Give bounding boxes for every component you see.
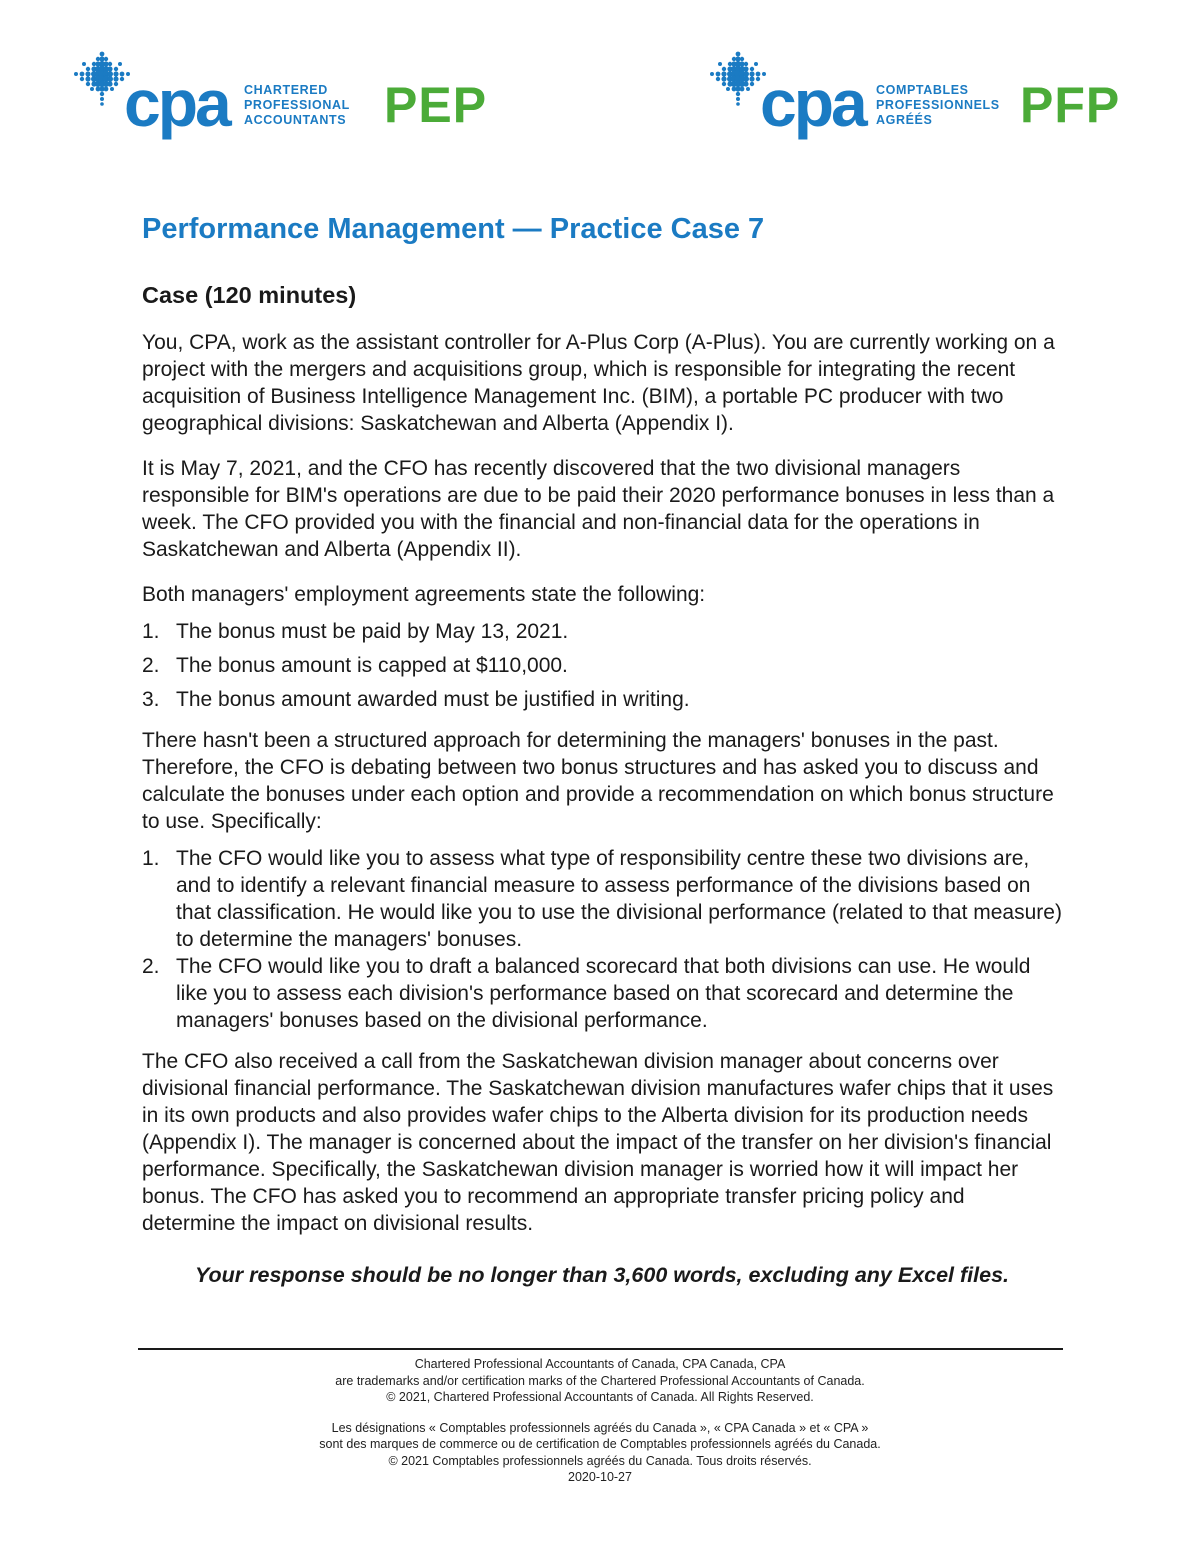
footer-divider (138, 1348, 1063, 1350)
page-title: Performance Management — Practice Case 7 (142, 213, 765, 245)
paragraph-agreements: Both managers' employment agreements state the following: (142, 582, 706, 606)
list-item: 1. The bonus must be paid by May 13, 2021. (142, 619, 569, 643)
paragraph-transfer-pricing: The CFO also received a call from the Saskatchewan division manager about concerns over divisional financial performance. The Saskatchewan division manufactures wafer chips that it uses in its own products and also provides wafer chips to the Alberta division for its production needs (Appendix I). The manager is concerned about the impact of the transfer on her division's financial performance. Specifically, the Saskatchewan division manager is worried how it will impact her bonus. The CFO has asked you to recommend an appropriate transfer pricing policy and determine the impact on divisional results. (142, 1049, 1054, 1235)
cpa-logo-french (708, 50, 1128, 140)
case-content (142, 212, 1062, 1288)
footer (200, 1356, 1000, 1486)
footer-line: sont des marques de commerce ou de certification de Comptables professionnels agréés du Canada. (319, 1437, 881, 1451)
paragraph-context: It is May 7, 2021, and the CFO has recently discovered that the two divisional managers responsible for BIM's operations are due to be paid their 2020 performance bonuses in less than a week. The CFO provided you with the financial and non-financial data for the operations in Saskatchewan and Alberta (Appendix II). (142, 456, 1055, 561)
list-item: 2. The CFO would like you to draft a balanced scorecard that both divisions can use. He would like you to assess each division's performance based on that scorecard and determine the managers' bonuses based on the divisional performance. (142, 954, 1031, 1032)
paragraph-intro: You, CPA, work as the assistant controller for A-Plus Corp (A-Plus). You are currently working on a project with the mergers and acquisitions group, which is responsible for integrating the recent acquisition of Business Intelligence Management Inc. (BIM), a portable PC producer with two geographical divisions: Saskatchewan and Alberta (Appendix I). (142, 330, 1055, 435)
cpa-wordmark: cpa (124, 66, 229, 140)
maple-leaf-dots-icon (72, 50, 132, 110)
maple-leaf-dots-icon (708, 50, 768, 110)
footer-date: 2020-10-27 (568, 1470, 632, 1484)
paragraph-bonus-structures: There hasn't been a structured approach for determining the managers' bonuses in the past. Therefore, the CFO is debating between two bonus structures and has asked you to discuss and calculate the bonuses under each option and provide a recommendation on which bonus structure to use. Specifically: (142, 728, 1054, 833)
cfo-requests-list (142, 845, 1062, 1034)
logo-tagline: COMPTABLES PROFESSIONNELS AGRÉÉS (876, 83, 1000, 127)
program-label: PFP (1020, 77, 1121, 133)
program-label: PEP (384, 77, 488, 133)
list-item: 3. The bonus amount awarded must be justified in writing. (142, 687, 690, 711)
footer-line: © 2021 Comptables professionnels agréés du Canada. Tous droits réservés. (388, 1453, 812, 1468)
footer-line: Chartered Professional Accountants of Canada, CPA Canada, CPA (414, 1357, 786, 1371)
footer-line: are trademarks and/or certification marks of the Chartered Professional Accountants of Canada. (335, 1373, 865, 1388)
word-limit-note: Your response should be no longer than 3,600 words, excluding any Excel files. (194, 1262, 1010, 1287)
footer-line: Les désignations « Comptables professionnels agréés du Canada », « CPA Canada » et « CPA » (331, 1420, 869, 1435)
logo-tagline: CHARTERED PROFESSIONAL ACCOUNTANTS (244, 83, 350, 127)
list-item: 2. The bonus amount is capped at $110,000. (142, 653, 568, 677)
agreement-requirements-list (142, 618, 1062, 713)
case-subtitle: Case (120 minutes) (142, 281, 357, 308)
footer-line: © 2021, Chartered Professional Accountants of Canada. All Rights Reserved. (386, 1390, 814, 1404)
list-item: 1. The CFO would like you to assess what type of responsibility centre these two divisions are, and to identify a relevant financial measure to assess performance of the divisions based on that classification. He would like you to use the divisional performance (related to that measure) to determine the managers' bonuses. (142, 846, 1062, 951)
cpa-logo-english (72, 50, 502, 140)
cpa-wordmark: cpa (760, 66, 865, 140)
